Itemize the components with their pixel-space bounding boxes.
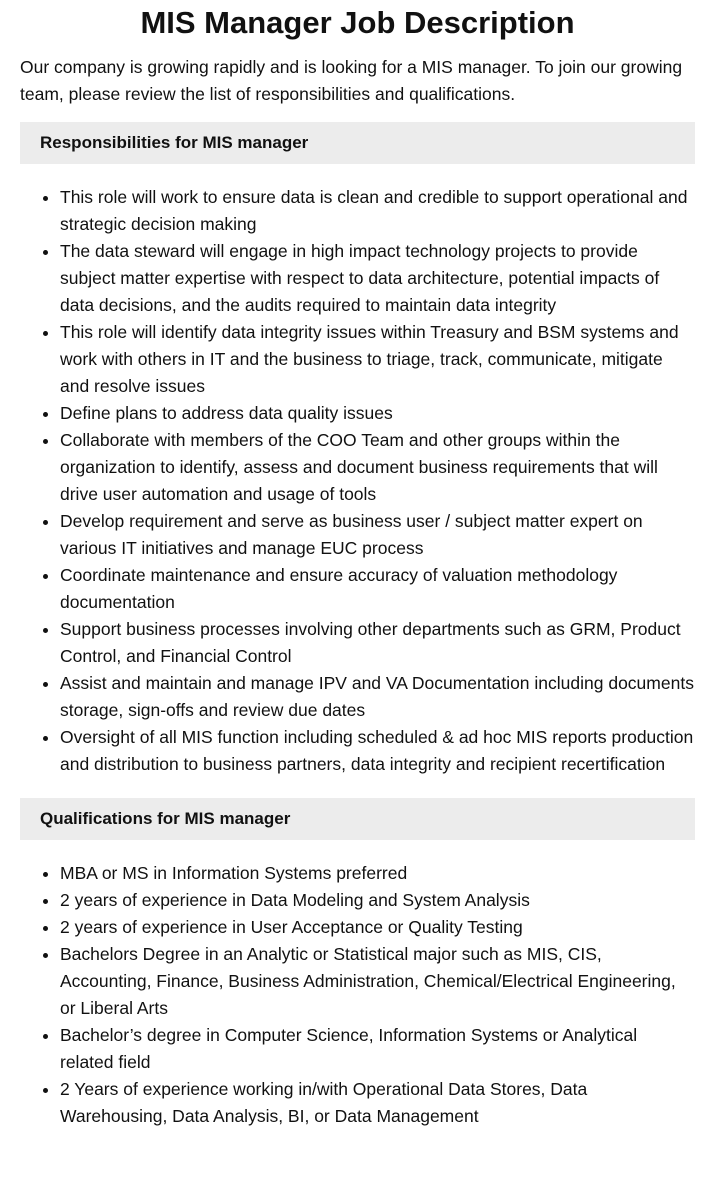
list-item: • Assist and maintain and manage IPV and VA Documentation including documents storage, sign-offs and review due dates xyxy=(60,670,695,724)
list-item: • Support business processes involving other departments such as GRM, Product Control, and Financial Control xyxy=(60,616,695,670)
list-item: • Collaborate with members of the COO Team and other groups within the organization to identify, assess and document business requirements that will drive user automation and usage of tools xyxy=(60,427,695,508)
list-item: • Bachelors Degree in an Analytic or Statistical major such as MIS, CIS, Accounting, Finance, Business Administration, Chemical/Electrical Engineering, or Liberal Arts xyxy=(60,941,695,1022)
intro-text: Our company is growing rapidly and is looking for a MIS manager. To join our growing team, please review the list of responsibilities and qualifications. xyxy=(20,57,683,104)
list-item: • Coordinate maintenance and ensure accuracy of valuation methodology documentation xyxy=(60,562,695,616)
qualifications-heading: Qualifications for MIS manager xyxy=(20,798,695,840)
list-item: • Oversight of all MIS function including scheduled & ad hoc MIS reports production and distribution to business partners, data integrity and recipient recertification xyxy=(60,724,695,778)
list-item: • Develop requirement and serve as business user / subject matter expert on various IT initiatives and manage EUC process xyxy=(60,508,695,562)
qualifications-list xyxy=(20,860,695,1130)
list-item: • 2 years of experience in User Acceptance or Quality Testing xyxy=(60,914,695,941)
list-item: • Define plans to address data quality issues xyxy=(60,400,695,427)
list-item: • Bachelor’s degree in Computer Science, Information Systems or Analytical related field xyxy=(60,1022,695,1076)
list-item: • This role will work to ensure data is clean and credible to support operational and strategic decision making xyxy=(60,184,695,238)
list-item: • This role will identify data integrity issues within Treasury and BSM systems and work with others in IT and the business to triage, track, communicate, mitigate and resolve issues xyxy=(60,319,695,400)
responsibilities-heading: Responsibilities for MIS manager xyxy=(20,122,695,164)
responsibilities-list xyxy=(20,184,695,778)
list-item: • 2 years of experience in Data Modeling and System Analysis xyxy=(60,887,695,914)
list-item: • The data steward will engage in high impact technology projects to provide subject matter expertise with respect to data architecture, potential impacts of data decisions, and the audits required to maintain data integrity xyxy=(60,238,695,319)
list-item: • 2 Years of experience working in/with Operational Data Stores, Data Warehousing, Data Analysis, BI, or Data Management xyxy=(60,1076,695,1130)
list-item: • MBA or MS in Information Systems preferred xyxy=(60,860,695,887)
page-title: MIS Manager Job Description xyxy=(140,5,575,40)
